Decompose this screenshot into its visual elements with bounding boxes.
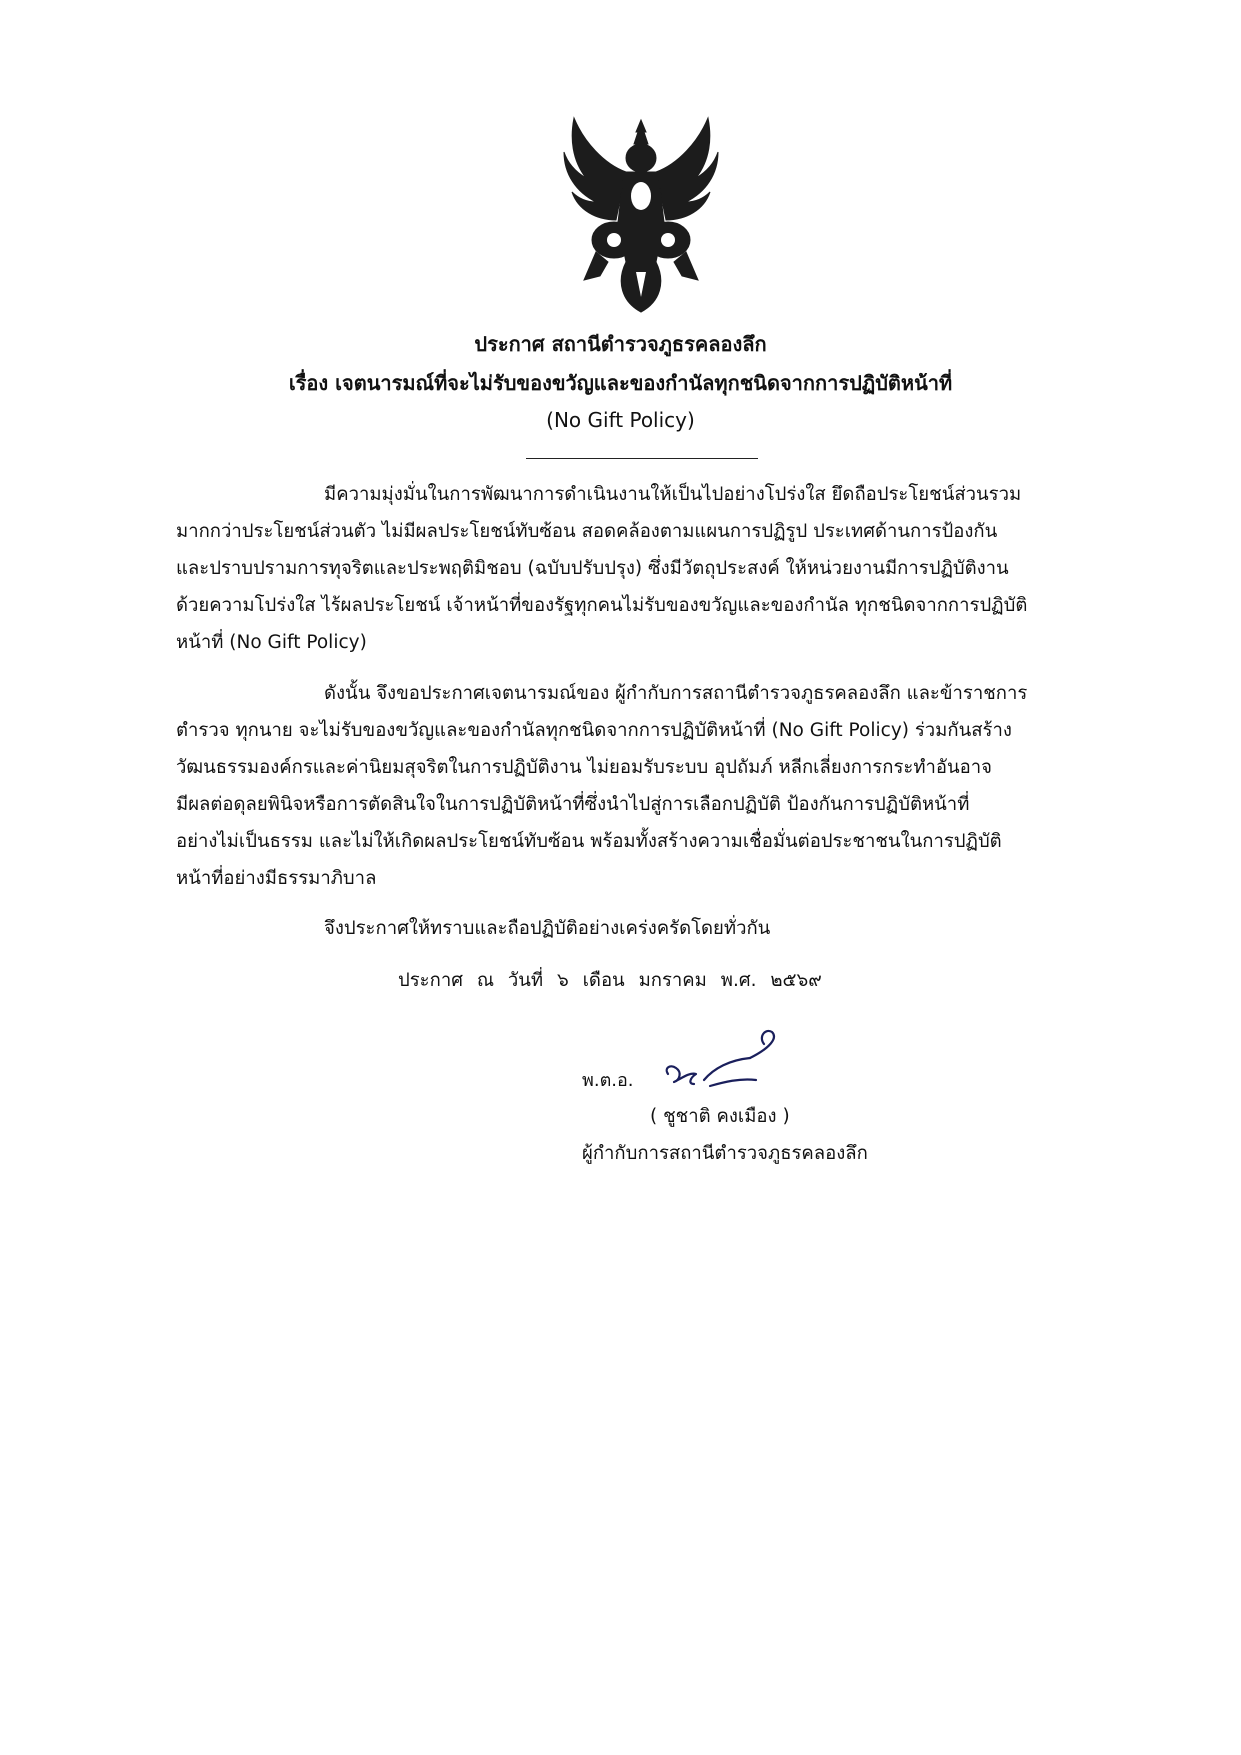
paragraph-line: มีความมุ่งมั่นในการพัฒนาการดำเนินงานให้เป็นไปอย่างโปร่งใส ยึดถือประโยชน์ส่วนรวม	[324, 484, 1022, 505]
paragraph-line: วัฒนธรรมองค์กรและค่านิยมสุจริตในการปฏิบัติงาน ไม่ยอมรับระบบ อุปถัมภ์ หลีกเลี่ยงการกระทำอันอาจ	[176, 757, 992, 778]
paragraph-line: และปราบปรามการทุจริตและประพฤติมิชอบ (ฉบับปรับปรุง) ซึ่งมีวัตถุประสงค์ ให้หน่วยงานมีการปฏิบัติงาน	[176, 558, 1009, 579]
handwritten-signature	[660, 1028, 790, 1098]
garuda-emblem-icon	[556, 112, 726, 316]
announcement-title: ประกาศ สถานีตำรวจภูธรคลองลึก	[474, 332, 767, 356]
paragraph-line: หน้าที่อย่างมีธรรมาภิบาล	[176, 868, 377, 889]
paragraph-2	[176, 675, 1122, 897]
signer-rank: พ.ต.อ.	[582, 1070, 634, 1091]
paragraph-line: ตำรวจ ทุกนาย จะไม่รับของขวัญและของกำนัลทุกชนิดจากการปฏิบัติหน้าที่ (No Gift Policy) ร่วมกันสร้าง	[176, 720, 1012, 741]
announcement-date: ประกาศ ณ วันที่ ๖ เดือน มกราคม พ.ศ. ๒๕๖๙	[398, 970, 822, 991]
signer-name: ( ชูชาติ คงเมือง )	[650, 1106, 790, 1127]
paragraph-line: หน้าที่ (No Gift Policy)	[176, 632, 367, 653]
signer-position: ผู้กำกับการสถานีตำรวจภูธรคลองลึก	[582, 1143, 868, 1164]
paragraph-line: มีผลต่อดุลยพินิจหรือการตัดสินใจในการปฏิบัติหน้าที่ซึ่งนำไปสู่การเลือกปฏิบัติ ป้องกันการปฏิบัติหน้าที่	[176, 794, 970, 815]
paragraph-line: อย่างไม่เป็นธรรม และไม่ให้เกิดผลประโยชน์ทับซ้อน พร้อมทั้งสร้างความเชื่อมั่นต่อประชาชนในการปฏิบัติ	[176, 831, 1002, 852]
closing-statement: จึงประกาศให้ทราบและถือปฏิบัติอย่างเคร่งครัดโดยทั่วกัน	[324, 918, 771, 939]
announcement-subject: เรื่อง เจตนารมณ์ที่จะไม่รับของขวัญและของกำนัลทุกชนิดจากการปฏิบัติหน้าที่	[288, 371, 953, 395]
paragraph-1	[176, 476, 1122, 661]
paragraph-line: มากกว่าประโยชน์ส่วนตัว ไม่มีผลประโยชน์ทับซ้อน สอดคล้องตามแผนการปฏิรูป ประเทศด้านการป้องกัน	[176, 521, 998, 542]
paragraph-line: ด้วยความโปร่งใส ไร้ผลประโยชน์ เจ้าหน้าที่ของรัฐทุกคนไม่รับของขวัญและของกำนัล ทุกชนิดจากการปฏิบัติ	[176, 595, 1028, 616]
announcement-subtitle: (No Gift Policy)	[546, 408, 695, 432]
title-divider	[526, 458, 758, 459]
paragraph-line: ดังนั้น จึงขอประกาศเจตนารมณ์ของ ผู้กำกับการสถานีตำรวจภูธรคลองลึก และข้าราชการ	[324, 683, 1028, 704]
